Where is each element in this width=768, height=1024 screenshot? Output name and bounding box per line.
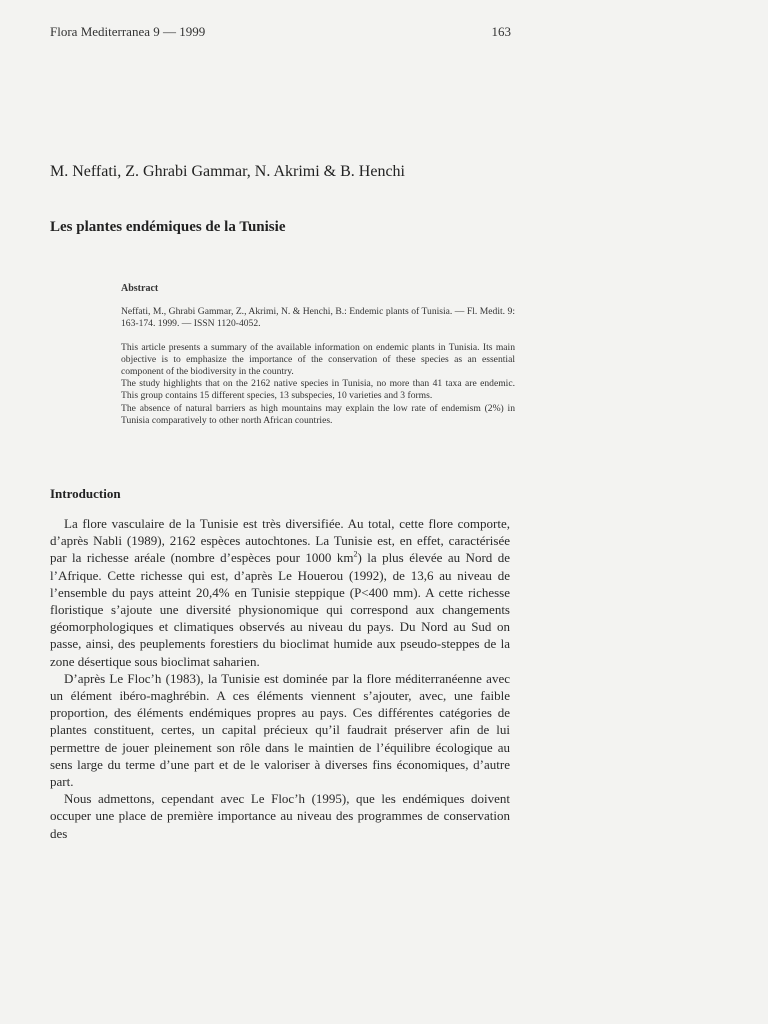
abstract-paragraph: The study highlights that on the 2162 native species in Tunisia, no more than 41 taxa are endemic. This group contains 15 different species, 13 subspecies, 10 varieties and 3 forms. (121, 378, 515, 402)
abstract-paragraph: The absence of natural barriers as high mountains may explain the low rate of endemism (2%) in Tunisia comparatively to other north African countries. (121, 402, 515, 426)
section-heading-introduction: Introduction (50, 486, 121, 501)
body-paragraph: Nous admettons, cependant avec Le Floc’h (1995), que les endémiques doivent occuper une place de première importance au niveau des programmes de conservation des (50, 791, 510, 841)
body-paragraph: D’après Le Floc’h (1983), la Tunisie est dominée par la flore méditerranéenne avec un élément ibéro-maghrébin. A ces éléments viennent s’ajouter, avec, une faible proportion, des éléments endémiques propres au pays. Ces différentes catégories de plantes constituent, certes, un capital précieux qu’il faudrait préserver afin de lui permettre de jouer pleinement son rôle dans le maintien de l’équilibre écologique au sens large du terme d’une part et de le valoriser à diverses fins économiques, d’autre part. (50, 670, 510, 790)
body-text: ) la plus élevée au Nord de l’Afrique. Cette richesse qui est, d’après Le Houerou (1992), de 13,6 au niveau de l’ensemble du pays atteint 20,4% en Tunisie steppique (P<400 mm). A cette richesse floristique s’ajoute une diversité physionomique qui correspond aux changements géomorphologiques et climatiques observés au niveau du pays. Du Nord au Sud on passe, ainsi, des peuplements forestiers du bioclimat humide aux pseudo-steppes de la zone désertique sous bioclimat saharien. (50, 550, 510, 669)
body-paragraph (50, 515, 510, 670)
journal-name: Flora Mediterranea 9 — 1999 (50, 24, 206, 39)
authors: M. Neffati, Z. Ghrabi Gammar, N. Akrimi & B. Henchi (50, 163, 405, 180)
body-text: La flore vasculaire de la Tunisie est très diversifiée. Au total, cette flore comporte, d’après Nabli (1989), 2162 espèces autochtones. La Tunisie est, en effet, caractérisée par la richesse aréale (nombre d’espèces pour 1000 km (50, 516, 510, 566)
page-number: 163 (491, 24, 511, 39)
abstract (121, 283, 515, 427)
abstract-citation: Neffati, M., Ghrabi Gammar, Z., Akrimi, N. & Henchi, B.: Endemic plants of Tunisia. — Fl. Medit. 9: 163-174. 1999. — ISSN 1120-4052. (121, 306, 515, 330)
abstract-heading: Abstract (121, 283, 159, 294)
superscript: 2 (353, 550, 358, 560)
abstract-paragraph: This article presents a summary of the available information on endemic plants in Tunisia. Its main objective is to emphasize the importance of the conservation of these species as an essential component of the biodiversity in the country. (121, 341, 515, 378)
introduction-body (50, 515, 510, 842)
article-title: Les plantes endémiques de la Tunisie (50, 219, 286, 235)
